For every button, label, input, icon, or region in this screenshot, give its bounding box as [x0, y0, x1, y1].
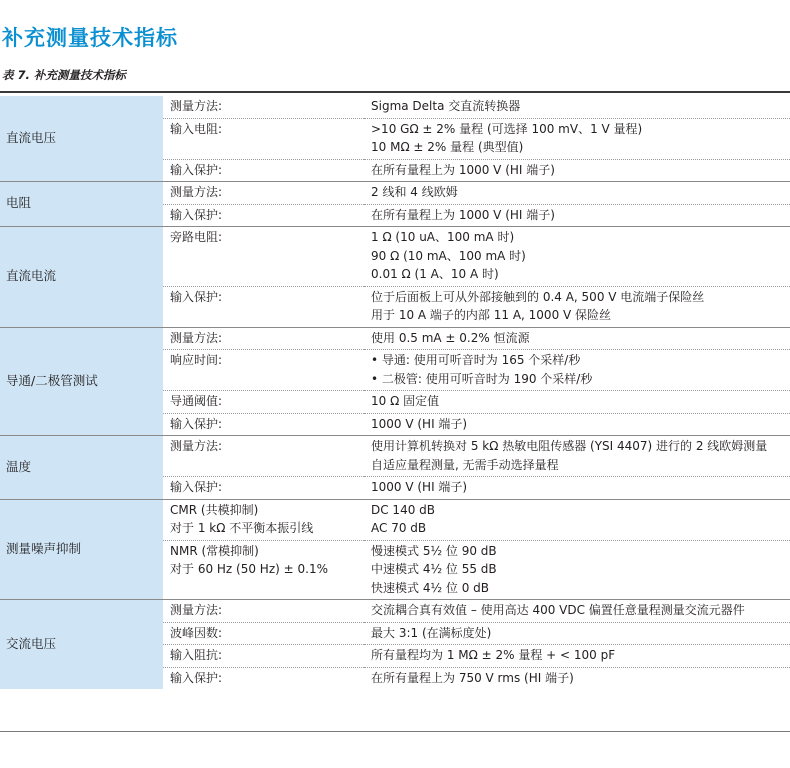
value-line: AC 70 dB [371, 521, 427, 535]
value-line: 用于 10 A 端子的内部 11 A, 1000 V 保险丝 [371, 308, 612, 322]
label-line: 对于 60 Hz (50 Hz) ± 0.1% [170, 562, 328, 576]
param-label: 测量方法: [163, 182, 364, 205]
value-line: DC 140 dB [371, 502, 436, 517]
param-value: 所有量程均为 1 MΩ ± 2% 量程 + < 100 pF [364, 645, 790, 668]
param-value [364, 286, 790, 327]
param-label: 旁路电阻: [163, 227, 364, 287]
category-ac-voltage: 交流电压 [0, 600, 163, 690]
param-value: Sigma Delta 交直流转换器 [371, 99, 521, 113]
category-dc-voltage: 直流电压 [0, 96, 163, 182]
value-line: 自适应量程测量, 无需手动选择量程 [371, 457, 559, 472]
param-label [163, 540, 364, 600]
param-value: 在所有量程上为 1000 V (HI 端子) [364, 204, 790, 227]
param-label: 测量方法: [170, 99, 223, 113]
value-line: 快速模式 4½ 位 0 dB [371, 580, 490, 595]
param-label: 响应时间: [163, 350, 364, 391]
label-line: 对于 1 kΩ 不平衡本振引线 [170, 521, 314, 535]
value-line: 90 Ω (10 mA、100 mA 时) [371, 248, 526, 263]
value-line: 中速模式 4½ 位 55 dB [371, 562, 497, 576]
param-label: 输入电阻: [163, 118, 364, 159]
param-value [364, 118, 790, 159]
table-row [0, 182, 790, 205]
param-value: 交流耦合真有效值 – 使用高达 400 VDC 偏置任意量程测量交流元器件 [364, 600, 790, 623]
page-title: 补充测量技术指标 [2, 26, 178, 50]
table-row [0, 600, 790, 623]
value-line: 位于后面板上可从外部接触到的 0.4 A, 500 V 电流端子保险丝 [371, 289, 705, 304]
param-value: 使用 0.5 mA ± 0.2% 恒流源 [364, 327, 790, 350]
bullet-item: • 导通: 使用可听音时为 165 个采样/秒 [371, 351, 790, 370]
table-row [0, 436, 790, 477]
param-label [163, 499, 364, 540]
param-label: 输入保护: [163, 286, 364, 327]
param-label: 输入保护: [163, 667, 364, 689]
table-bottom-rule [0, 731, 790, 732]
param-value: 最大 3:1 (在满标度处) [364, 622, 790, 645]
param-label: 输入保护: [163, 204, 364, 227]
value-line: 10 MΩ ± 2% 量程 (典型值) [371, 140, 524, 154]
param-value [364, 227, 790, 287]
param-label: 输入保护: [163, 413, 364, 436]
value-line: 使用计算机转换对 5 kΩ 热敏电阻传感器 (YSI 4407) 进行的 2 线欧姆测量 [371, 439, 768, 453]
param-label: 测量方法: [163, 436, 364, 477]
table-row [0, 96, 790, 118]
bullet-item: • 二极管: 使用可听音时为 190 个采样/秒 [371, 370, 790, 389]
param-label: 测量方法: [163, 600, 364, 623]
category-resistance: 电阻 [0, 182, 163, 227]
category-noise-rejection: 测量噪声抑制 [0, 499, 163, 600]
value-line: >10 GΩ ± 2% 量程 (可选择 100 mV、1 V 量程) [371, 121, 643, 136]
value-line: 0.01 Ω (1 A、10 A 时) [371, 267, 499, 281]
param-value: 在所有量程上为 750 V rms (HI 端子) [364, 667, 790, 689]
table-row [0, 227, 790, 287]
param-label: 导通阈值: [163, 391, 364, 414]
value-line: 1 Ω (10 uA、100 mA 时) [371, 230, 515, 244]
table-row [0, 327, 790, 350]
category-temperature: 温度 [0, 436, 163, 500]
param-value [364, 350, 790, 391]
param-label: 波峰因数: [163, 622, 364, 645]
spec-table [0, 96, 790, 689]
param-value [364, 436, 790, 477]
table-row [0, 499, 790, 540]
param-value [364, 499, 790, 540]
param-label: 输入保护: [163, 159, 364, 182]
value-line: 慢速模式 5½ 位 90 dB [371, 543, 497, 558]
param-value: 1000 V (HI 端子) [364, 477, 790, 500]
param-label: 输入保护: [163, 477, 364, 500]
param-label: 测量方法: [163, 327, 364, 350]
label-line: CMR (共模抑制) [170, 502, 259, 517]
param-value: 在所有量程上为 1000 V (HI 端子) [364, 159, 790, 182]
label-line: NMR (常模抑制) [170, 543, 259, 558]
param-value: 1000 V (HI 端子) [364, 413, 790, 436]
category-dc-current: 直流电流 [0, 227, 163, 328]
param-label: 输入阻抗: [163, 645, 364, 668]
table-caption: 表 7. 补充测量技术指标 [2, 68, 126, 82]
param-value: 2 线和 4 线欧姆 [364, 182, 790, 205]
category-continuity-diode: 导通/二极管测试 [0, 327, 163, 436]
table-top-rule [0, 91, 790, 93]
param-value: 10 Ω 固定值 [364, 391, 790, 414]
param-value [364, 540, 790, 600]
